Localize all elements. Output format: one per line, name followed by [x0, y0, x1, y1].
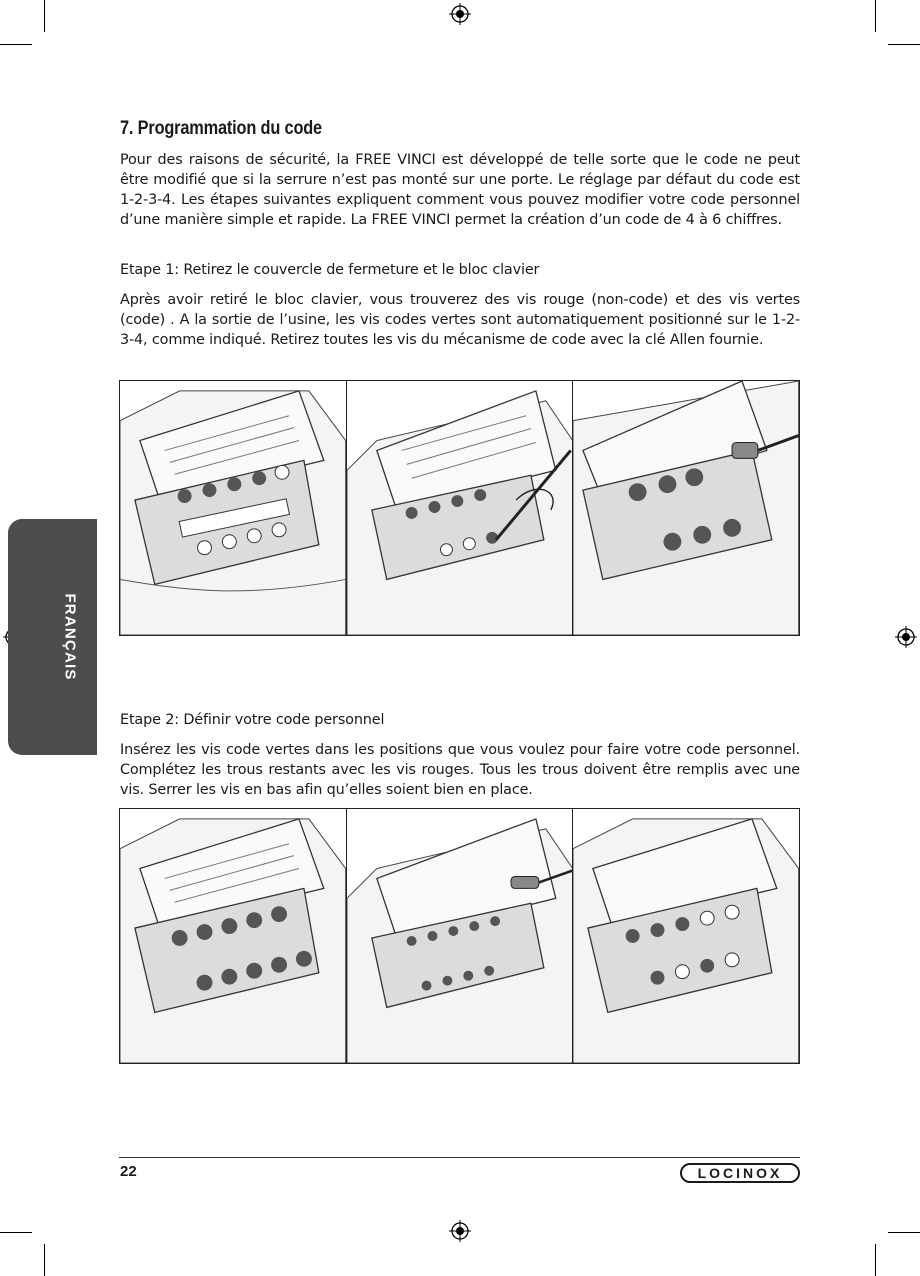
- language-tab: [8, 519, 97, 755]
- footer-rule: [119, 1157, 800, 1158]
- step2-illustration-1: [120, 809, 347, 1063]
- step2-illustrations: [119, 808, 800, 1064]
- step2-illustration-2: [347, 809, 574, 1063]
- registration-mark-icon: [449, 3, 471, 25]
- crop-mark: [875, 1244, 876, 1276]
- crop-mark: [0, 44, 32, 45]
- crop-mark: [888, 1232, 920, 1233]
- step1-illustration-1: [120, 381, 347, 635]
- step2-body: Insérez les vis code vertes dans les positions que vous voulez pour faire votre code personnel. Complétez les trous restants avec les vis rouges. Tous les trous doivent être remplis avec une vis. Serrer les vis en bas afin qu’elles soient bien en place.: [120, 742, 800, 798]
- step1-illustrations: [119, 380, 800, 636]
- crop-mark: [875, 0, 876, 32]
- brand-logo: LOCINOX: [680, 1163, 800, 1183]
- step2-illustration-3: [573, 809, 799, 1063]
- crop-mark: [0, 1232, 32, 1233]
- step1-illustration-3: [573, 381, 799, 635]
- page-number: 22: [120, 1163, 137, 1180]
- crop-mark: [44, 1244, 45, 1276]
- crop-mark: [44, 0, 45, 32]
- step1-body: Après avoir retiré le bloc clavier, vous trouverez des vis rouge (non-code) et des vis vertes (code) . A la sortie de l’usine, les vis codes vertes sont automatiquement positionné sur le 1-2-3-4, comme indiqué. Retirez toutes les vis du mécanisme de code avec la clé Allen fournie.: [120, 292, 800, 348]
- section-title: 7. Programmation du code: [120, 118, 322, 139]
- step2-heading: Etape 2: Définir votre code personnel: [120, 712, 385, 728]
- registration-mark-icon: [895, 626, 917, 648]
- language-tab-label: FRANÇAIS: [61, 593, 79, 681]
- step1-heading: Etape 1: Retirez le couvercle de fermeture et le bloc clavier: [120, 262, 540, 278]
- step1-illustration-2: [347, 381, 574, 635]
- intro-paragraph: Pour des raisons de sécurité, la FREE VINCI est développé de telle sorte que le code ne peut être modifié que si la serrure n’est pas monté sur une porte. Le réglage par défaut du code est 1-2-3-4. Les étapes suivantes expliquent comment vous pouvez modifier votre code personnel d’une manière simple et rapide. La FREE VINCI permet la création d’un code de 4 à 6 chiffres.: [120, 152, 800, 228]
- crop-mark: [888, 44, 920, 45]
- registration-mark-icon: [449, 1220, 471, 1242]
